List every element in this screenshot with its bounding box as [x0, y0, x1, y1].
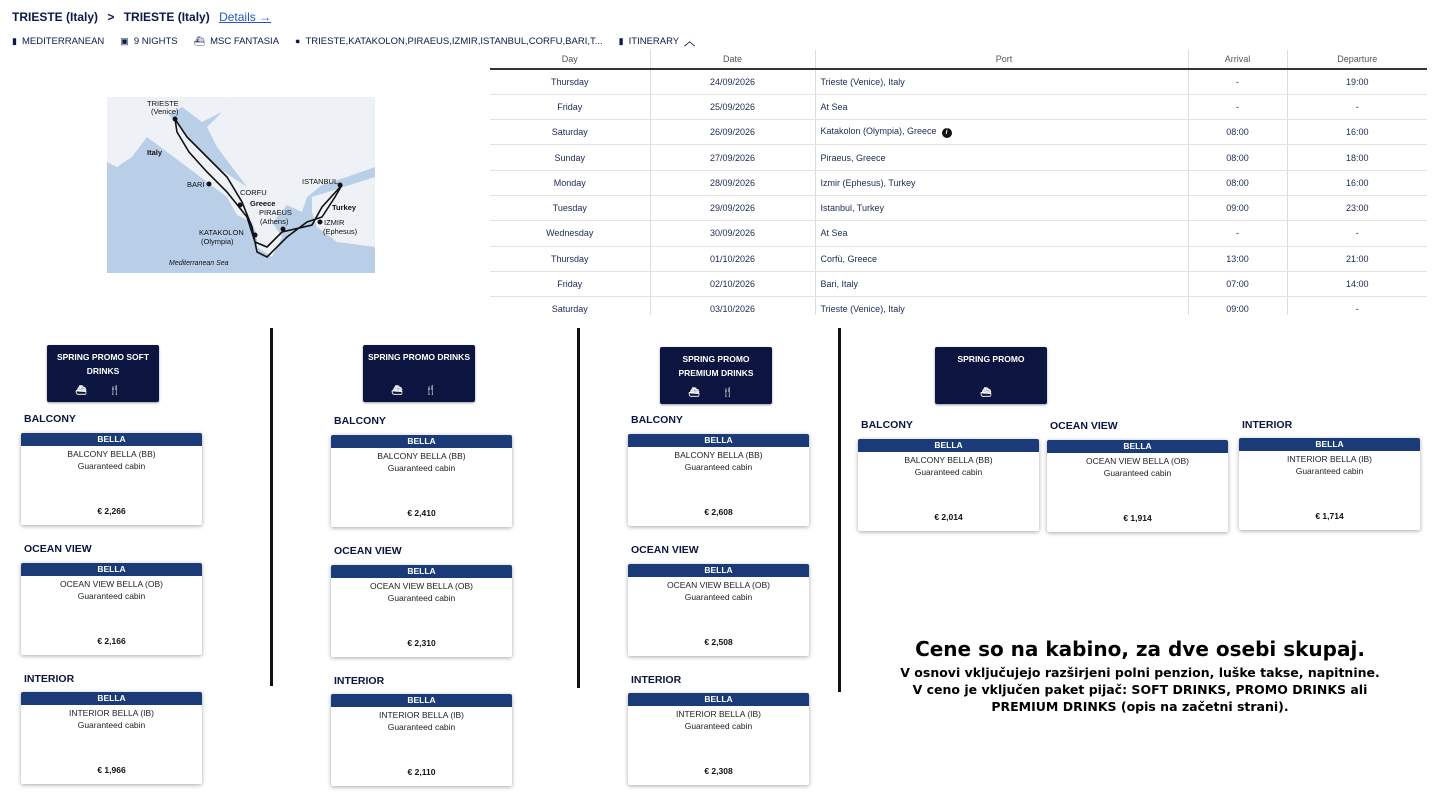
- cruise-info-bar: [12, 33, 695, 49]
- cabin-tier: BELLA: [331, 565, 512, 578]
- cell-departure: 16:00: [1287, 120, 1427, 145]
- cell-departure: 21:00: [1287, 246, 1427, 271]
- cabin-note: Guaranteed cabin: [387, 593, 456, 603]
- map-label-venice: (Venice): [151, 107, 179, 116]
- cabin-note: Guaranteed cabin: [684, 721, 753, 731]
- route-map: [107, 97, 375, 273]
- col-departure: Departure: [1287, 50, 1427, 69]
- table-row: [490, 246, 1427, 271]
- category-label: BALCONY: [334, 415, 386, 427]
- cell-date: 25/09/2026: [650, 94, 815, 119]
- cell-date: 24/09/2026: [650, 69, 815, 94]
- pricing-note-line: V ceno je vključen paket pijač: SOFT DRINKS, PROMO DRINKS ali PREMIUM DRINKS (opis na začetni strani).: [912, 682, 1368, 714]
- map-label-bari: BARI: [187, 180, 205, 189]
- ship-dining-icon: ⛴ 🍴: [391, 385, 447, 395]
- cabin-note: Guaranteed cabin: [914, 467, 983, 477]
- cabin-card[interactable]: [858, 439, 1039, 531]
- cabin-price: € 2,508: [704, 637, 733, 647]
- cell-arrival: 09:00: [1188, 195, 1287, 220]
- cabin-note: Guaranteed cabin: [684, 592, 753, 602]
- cell-day: Monday: [490, 170, 650, 195]
- cell-arrival: -: [1188, 69, 1287, 94]
- cabin-note: Guaranteed cabin: [77, 720, 146, 730]
- location-pin-icon: ●: [295, 36, 301, 46]
- cell-arrival: 09:00: [1188, 297, 1287, 315]
- cabin-tier: BELLA: [1239, 438, 1420, 451]
- cabin-name: BALCONY BELLA (BB): [674, 450, 763, 460]
- package-badge-premium-drinks[interactable]: [660, 347, 772, 404]
- cell-date: 01/10/2026: [650, 246, 815, 271]
- cabin-tier: BELLA: [21, 692, 202, 705]
- cabin-name: OCEAN VIEW BELLA (OB): [1086, 456, 1189, 466]
- map-label-corfu: CORFU: [240, 188, 267, 197]
- cell-day: Thursday: [490, 246, 650, 271]
- map-label-turkey: Turkey: [332, 203, 357, 212]
- cabin-tier: BELLA: [21, 433, 202, 446]
- chevron-up-icon[interactable]: ︿: [684, 36, 696, 48]
- ship-dining-icon: ⛴ 🍴: [75, 385, 131, 395]
- cabin-note: Guaranteed cabin: [77, 591, 146, 601]
- corfu-marker: [238, 203, 243, 208]
- cabin-note: Guaranteed cabin: [387, 463, 456, 473]
- cabin-name: BALCONY BELLA (BB): [377, 451, 466, 461]
- package-title: SPRING PROMO SOFT DRINKS: [56, 352, 150, 376]
- cabin-name: OCEAN VIEW BELLA (OB): [370, 581, 473, 591]
- nights-info: [120, 36, 177, 47]
- map-label-greece: Greece: [250, 199, 276, 208]
- map-label-izmir: IZMIR: [324, 218, 345, 227]
- cabin-price: € 1,966: [97, 765, 126, 775]
- cell-port: At Sea: [815, 221, 1188, 246]
- itinerary-table-container: [490, 50, 1427, 315]
- breadcrumb: [12, 10, 271, 24]
- itinerary-toggle[interactable]: [619, 33, 695, 49]
- cabin-name: BALCONY BELLA (BB): [67, 449, 156, 459]
- cabin-name: INTERIOR BELLA (IB): [68, 708, 155, 718]
- map-icon: ▮: [12, 35, 17, 46]
- cabin-tier: BELLA: [331, 435, 512, 448]
- cabin-card[interactable]: [21, 563, 202, 655]
- cell-day: Sunday: [490, 145, 650, 170]
- table-row: [490, 145, 1427, 170]
- cabin-tier: BELLA: [628, 434, 809, 447]
- map-icon: ▮: [618, 35, 624, 46]
- trieste-marker: [173, 117, 178, 122]
- pricing-note-line: V osnovi vključujejo razširjeni polni penzion, luške takse, napitnine.: [900, 665, 1380, 680]
- cell-date: 26/09/2026: [650, 120, 815, 145]
- cabin-note: Guaranteed cabin: [1295, 466, 1364, 476]
- map-label-athens: (Athens): [260, 217, 289, 226]
- table-row: [490, 170, 1427, 195]
- table-row: [490, 195, 1427, 220]
- category-label: OCEAN VIEW: [24, 543, 92, 555]
- cabin-tier: BELLA: [628, 693, 809, 706]
- category-label: OCEAN VIEW: [1050, 420, 1118, 432]
- cabin-tier: BELLA: [331, 694, 512, 707]
- column-divider: [270, 328, 273, 686]
- cabin-price: € 2,410: [407, 508, 436, 518]
- map-label-piraeus: PIRAEUS: [259, 208, 292, 217]
- cabin-tier: BELLA: [21, 563, 202, 576]
- cabin-tier: BELLA: [858, 439, 1039, 452]
- package-title: SPRING PROMO: [957, 354, 1025, 364]
- ship-info: [194, 36, 279, 47]
- cabin-price: € 1,714: [1315, 511, 1344, 521]
- category-label: INTERIOR: [1242, 419, 1293, 431]
- cabin-price: € 2,110: [407, 767, 436, 777]
- cell-day: Saturday: [490, 120, 650, 145]
- cell-port: At Sea: [815, 94, 1188, 119]
- cell-arrival: 08:00: [1188, 120, 1287, 145]
- cell-port: Trieste (Venice), Italy: [815, 297, 1188, 315]
- ship-icon: ⛴: [980, 387, 1002, 397]
- ports-label: TRIESTE,KATAKOLON,PIRAEUS,IZMIR,ISTANBUL,CORFU,BARI,T...: [305, 35, 603, 47]
- cell-departure: 16:00: [1287, 170, 1427, 195]
- map-label-sea: Mediterranean Sea: [169, 260, 229, 267]
- map-label-olympia: (Olympia): [201, 237, 234, 246]
- cell-departure: 23:00: [1287, 195, 1427, 220]
- cabin-name: INTERIOR BELLA (IB): [1286, 454, 1373, 464]
- cell-day: Friday: [490, 94, 650, 119]
- cell-port: Istanbul, Turkey: [815, 195, 1188, 220]
- cell-departure: 14:00: [1287, 271, 1427, 296]
- port-name: Katakolon (Olympia), Greece: [820, 126, 937, 137]
- ports-info: [295, 36, 603, 47]
- details-link[interactable]: Details →: [219, 10, 272, 24]
- cabin-name: OCEAN VIEW BELLA (OB): [60, 579, 163, 589]
- cabin-price: € 2,608: [704, 507, 733, 517]
- breadcrumb-separator: >: [107, 10, 115, 24]
- map-label-ephesus: (Ephesus): [323, 227, 358, 236]
- cabin-price: € 2,308: [704, 766, 733, 776]
- cabin-price: € 2,266: [97, 506, 126, 516]
- package-badge-spring-promo[interactable]: [935, 347, 1047, 404]
- table-row: [490, 120, 1427, 145]
- route-map-svg: [107, 97, 375, 273]
- table-row: [490, 271, 1427, 296]
- column-divider: [838, 328, 841, 692]
- cabin-card[interactable]: [1047, 440, 1228, 532]
- col-date: Date: [650, 50, 815, 69]
- category-label: BALCONY: [24, 413, 76, 425]
- category-label: INTERIOR: [334, 675, 385, 687]
- map-label-trieste: TRIESTE: [147, 99, 179, 108]
- cell-day: Saturday: [490, 297, 650, 315]
- package-title: SPRING PROMO DRINKS: [367, 352, 470, 362]
- col-day: Day: [490, 50, 650, 69]
- itinerary-table: [490, 50, 1427, 315]
- cell-date: 30/09/2026: [650, 221, 815, 246]
- col-arrival: Arrival: [1188, 50, 1287, 69]
- katakolon-marker: [253, 233, 258, 238]
- cell-arrival: -: [1188, 221, 1287, 246]
- cell-departure: -: [1287, 94, 1427, 119]
- category-label: BALCONY: [861, 419, 913, 431]
- cabin-name: INTERIOR BELLA (IB): [675, 709, 762, 719]
- region-label: MEDITERRANEAN: [21, 35, 105, 47]
- cell-arrival: 07:00: [1188, 271, 1287, 296]
- cabin-price: € 2,014: [934, 512, 963, 522]
- cabin-card[interactable]: [331, 435, 512, 527]
- cabin-tier: BELLA: [1047, 440, 1228, 453]
- cabin-tier: BELLA: [628, 564, 809, 577]
- info-icon[interactable]: i: [942, 128, 952, 138]
- category-label: INTERIOR: [24, 673, 75, 685]
- cell-day: Tuesday: [490, 195, 650, 220]
- cabin-card[interactable]: [331, 694, 512, 786]
- category-label: INTERIOR: [631, 674, 682, 686]
- cabin-card[interactable]: [628, 564, 809, 656]
- pricing-note: [880, 637, 1400, 715]
- pricing-note-title: Cene so na kabino, za dve osebi skupaj.: [915, 637, 1365, 661]
- cabin-card[interactable]: [21, 433, 202, 525]
- cell-departure: 18:00: [1287, 145, 1427, 170]
- izmir-marker: [318, 220, 323, 225]
- cabin-card[interactable]: [1239, 438, 1420, 530]
- cabin-name: INTERIOR BELLA (IB): [378, 710, 465, 720]
- cabin-note: Guaranteed cabin: [77, 461, 146, 471]
- cell-port: [815, 120, 1188, 145]
- cell-port: Corfù, Greece: [815, 246, 1188, 271]
- package-badge-soft-drinks[interactable]: [47, 345, 159, 402]
- cell-port: Piraeus, Greece: [815, 145, 1188, 170]
- cell-departure: 19:00: [1287, 69, 1427, 94]
- bari-marker: [207, 182, 212, 187]
- cabin-note: Guaranteed cabin: [387, 722, 456, 732]
- cabin-card[interactable]: [21, 692, 202, 784]
- cabin-price: € 2,166: [97, 636, 126, 646]
- cell-arrival: 13:00: [1188, 246, 1287, 271]
- category-label: OCEAN VIEW: [631, 544, 699, 556]
- table-row: [490, 94, 1427, 119]
- cell-date: 27/09/2026: [650, 145, 815, 170]
- map-label-italy: Italy: [147, 148, 163, 157]
- table-row: [490, 297, 1427, 315]
- cell-day: Thursday: [490, 69, 650, 94]
- map-label-istanbul: ISTANBUL: [302, 177, 339, 186]
- cell-departure: -: [1287, 297, 1427, 315]
- category-label: OCEAN VIEW: [334, 545, 402, 557]
- piraeus-marker: [281, 227, 286, 232]
- package-badge-promo-drinks[interactable]: [363, 345, 475, 402]
- calendar-icon: ▣: [120, 35, 129, 46]
- itinerary-header-row: [490, 50, 1427, 69]
- cabin-price: € 2,310: [407, 638, 436, 648]
- map-label-katakolon: KATAKOLON: [199, 228, 244, 237]
- cabin-price: € 1,914: [1123, 513, 1152, 523]
- table-row: [490, 69, 1427, 94]
- category-label: BALCONY: [631, 414, 683, 426]
- cabin-note: Guaranteed cabin: [684, 462, 753, 472]
- cell-date: 29/09/2026: [650, 195, 815, 220]
- column-divider: [577, 328, 580, 688]
- cabin-name: OCEAN VIEW BELLA (OB): [667, 580, 770, 590]
- col-port: Port: [815, 50, 1188, 69]
- ship-label: MSC FANTASIA: [210, 35, 280, 47]
- region-info: [12, 36, 104, 47]
- cell-date: 02/10/2026: [650, 271, 815, 296]
- cabin-card[interactable]: [331, 565, 512, 657]
- cell-departure: -: [1287, 221, 1427, 246]
- ship-icon: ⛴: [193, 35, 206, 46]
- istanbul-marker: [338, 183, 343, 188]
- cell-port: Trieste (Venice), Italy: [815, 69, 1188, 94]
- ship-dining-icon: ⛴ 🍴: [688, 387, 744, 397]
- cell-arrival: 08:00: [1188, 145, 1287, 170]
- cabin-card[interactable]: [628, 434, 809, 526]
- cabin-card[interactable]: [628, 693, 809, 785]
- cell-date: 03/10/2026: [650, 297, 815, 315]
- cell-port: Bari, Italy: [815, 271, 1188, 296]
- cell-arrival: 08:00: [1188, 170, 1287, 195]
- cell-arrival: -: [1188, 94, 1287, 119]
- package-title: SPRING PROMO PREMIUM DRINKS: [678, 354, 754, 378]
- cabin-name: BALCONY BELLA (BB): [904, 455, 993, 465]
- cell-day: Friday: [490, 271, 650, 296]
- origin-port: TRIESTE (Italy): [12, 10, 99, 24]
- cell-day: Wednesday: [490, 221, 650, 246]
- nights-label: 9 NIGHTS: [133, 35, 178, 47]
- cell-port: Izmir (Ephesus), Turkey: [815, 170, 1188, 195]
- table-row: [490, 221, 1427, 246]
- cabin-note: Guaranteed cabin: [1103, 468, 1172, 478]
- cell-date: 28/09/2026: [650, 170, 815, 195]
- destination-port: TRIESTE (Italy): [123, 10, 210, 24]
- itinerary-label: ITINERARY: [628, 35, 680, 47]
